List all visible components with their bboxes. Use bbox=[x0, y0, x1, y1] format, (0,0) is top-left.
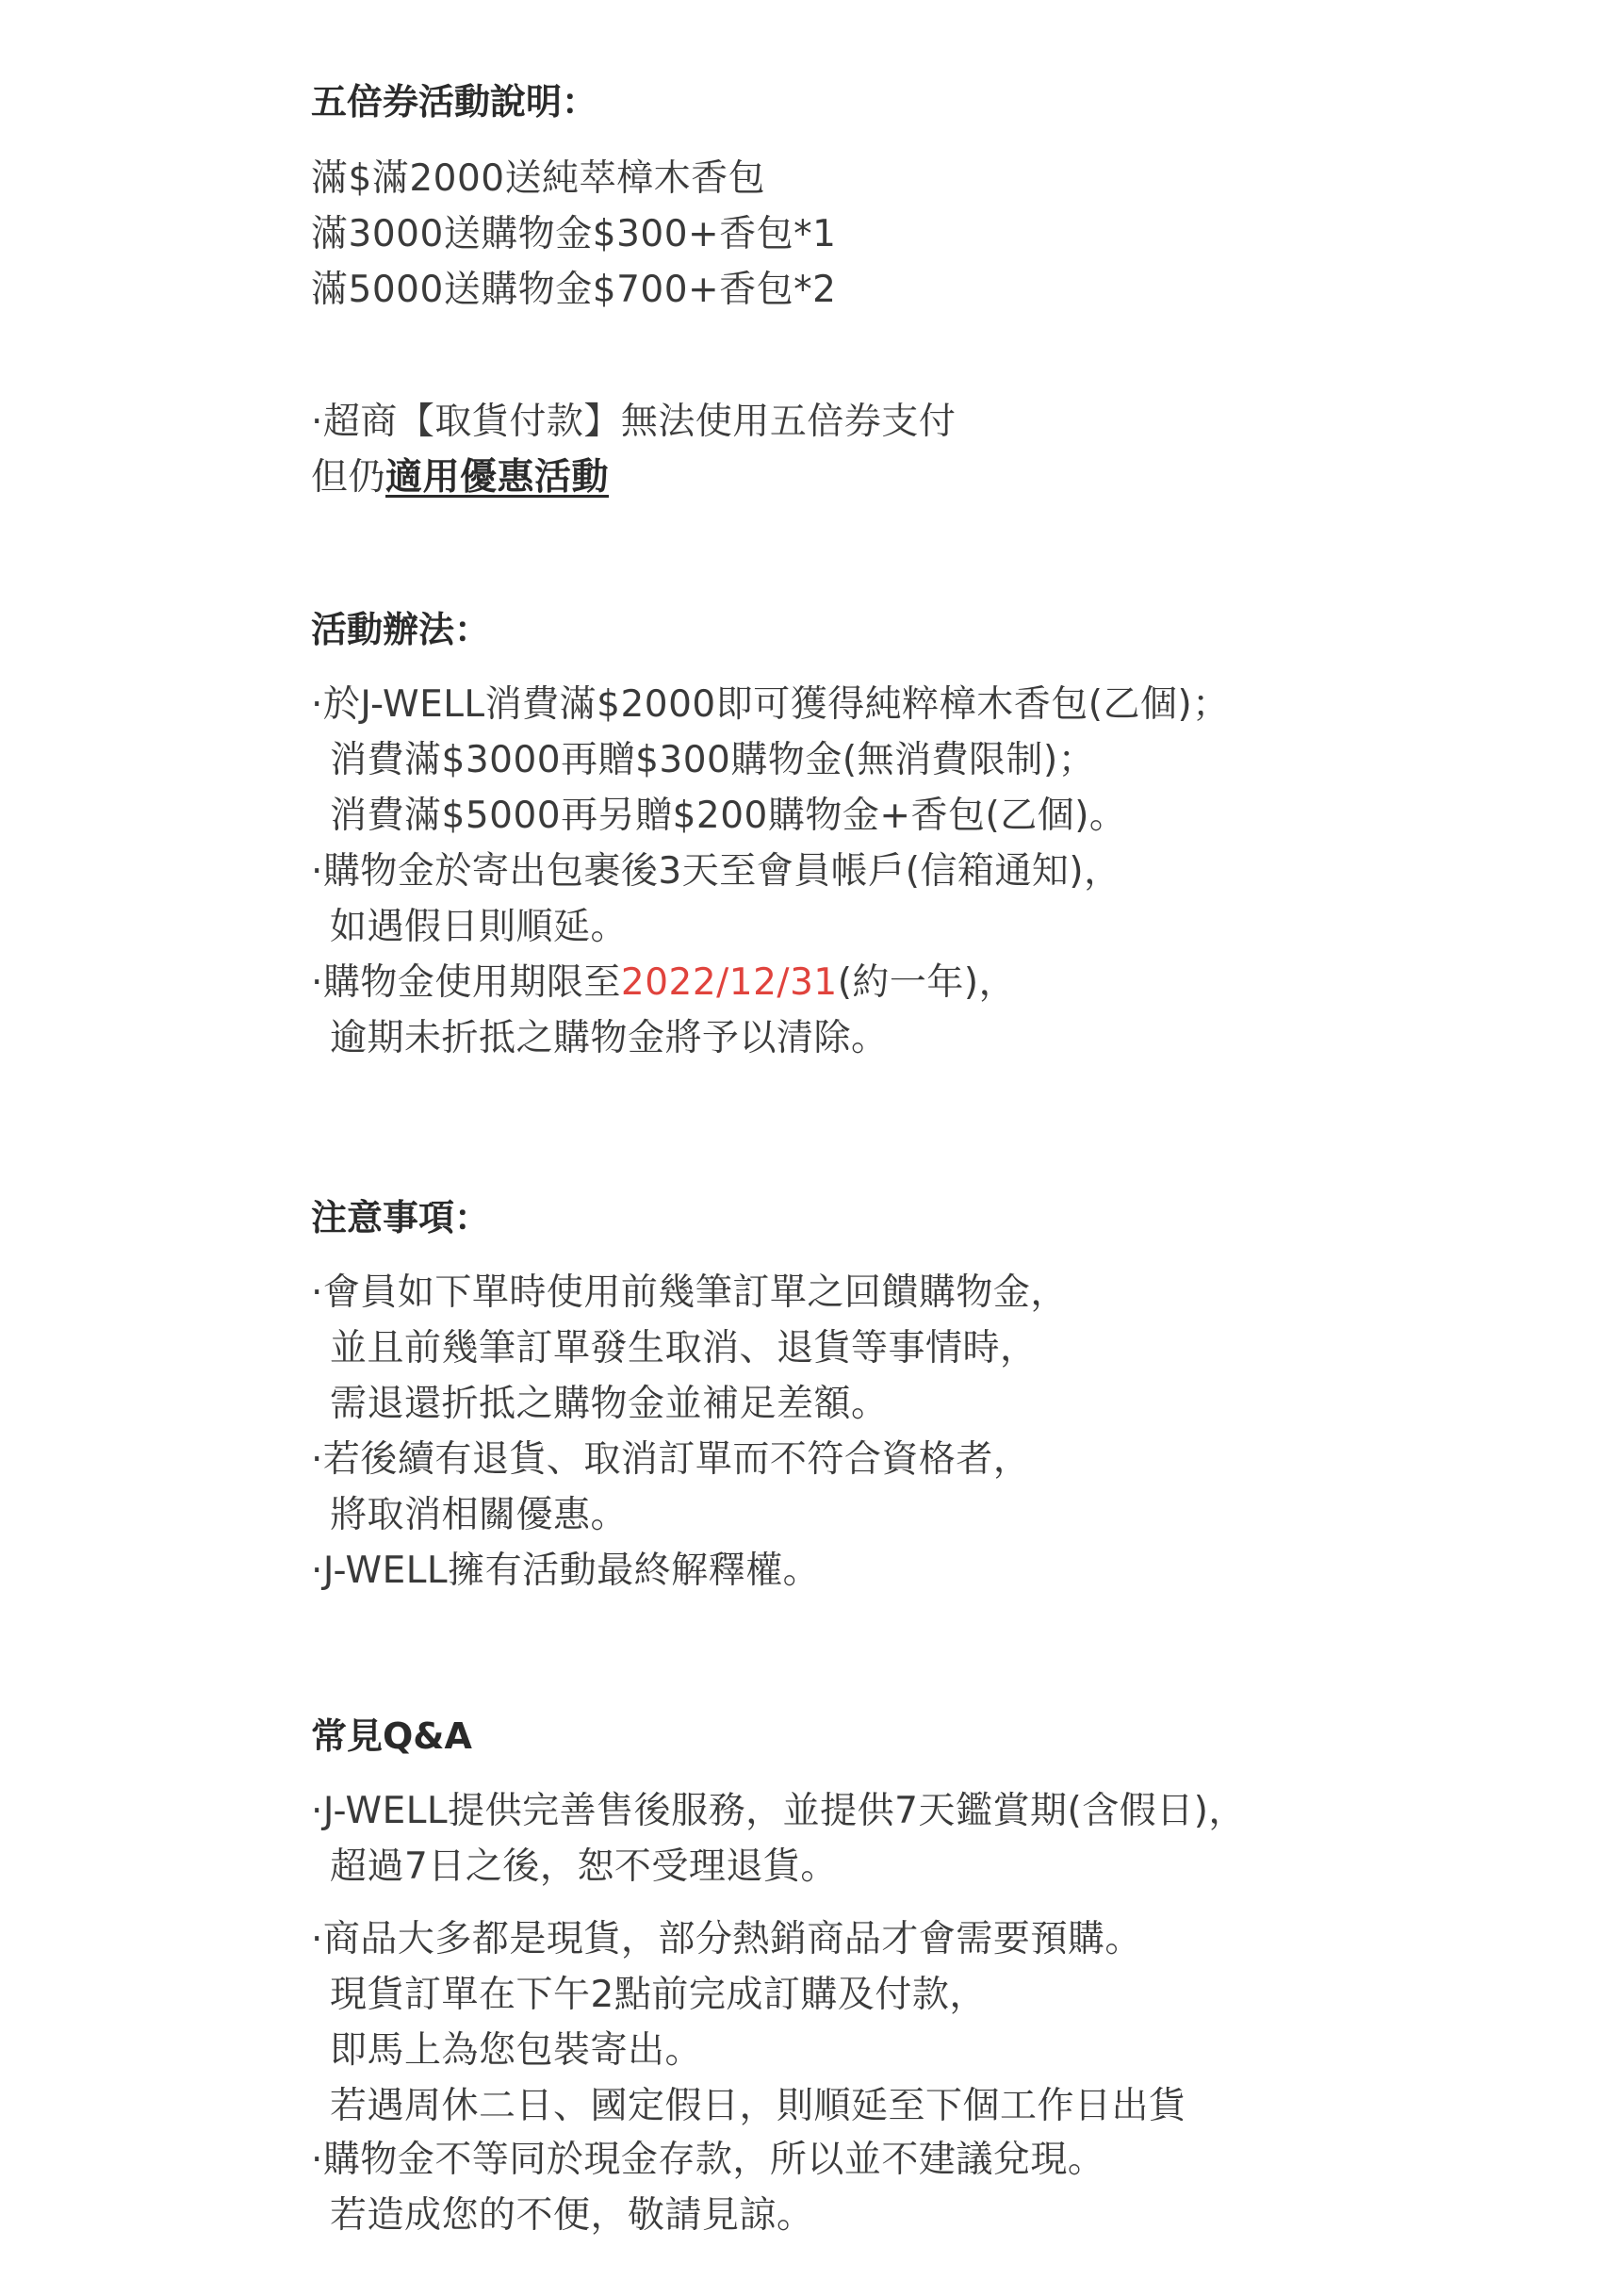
note-line: ·會員如下單時使用前幾筆訂單之回饋購物金， bbox=[311, 1271, 1068, 1314]
promo-link[interactable]: 適用優惠活動 bbox=[385, 456, 610, 499]
section-title-faq: 常見Q&A bbox=[311, 1715, 472, 1757]
voucher-note bbox=[311, 394, 956, 505]
note-line: ·若後續有退貨、取消訂單而不符合資格者， bbox=[311, 1438, 1031, 1481]
section-title-notes: 注意事項： bbox=[311, 1197, 491, 1238]
expiry-date: 2022/12/31 bbox=[620, 961, 838, 1004]
faq-line: ·J-WELL提供完善售後服務，並提供7天鑑賞期(含假日)， bbox=[311, 1790, 1246, 1832]
expiry-suffix: (約一年)， bbox=[837, 961, 1017, 1004]
rule-line: ·於J-WELL消費滿$2000即可獲得純粹樟木香包(乙個)； bbox=[311, 683, 1230, 726]
rule-line: 如遇假日則順延。 bbox=[330, 906, 629, 948]
event-rules bbox=[311, 677, 1230, 1066]
section-title-event-rules: 活動辦法： bbox=[311, 609, 491, 650]
note-line: 並且前幾筆訂單發生取消、退貨等事情時， bbox=[330, 1327, 1038, 1369]
rule-line: 消費滿$5000再另贈$200購物金+香包(乙個)。 bbox=[330, 795, 1127, 837]
faq-line: 若造成您的不便，敬請見諒。 bbox=[330, 2194, 814, 2237]
note-line bbox=[311, 450, 956, 505]
note-line: 將取消相關優惠。 bbox=[330, 1494, 629, 1536]
faq-q2 bbox=[311, 1911, 1186, 2134]
note-line: ·超商【取貨付款】無法使用五倍券支付 bbox=[311, 401, 957, 443]
rule-line: 逾期未折抵之購物金將予以清除。 bbox=[330, 1017, 889, 1059]
section-title-five-voucher: 五倍券活動說明： bbox=[311, 81, 598, 123]
faq-line: 即馬上為您包裝寄出。 bbox=[330, 2029, 703, 2072]
note-line: ·J-WELL擁有活動最終解釋權。 bbox=[311, 1550, 821, 1592]
faq-line: 現貨訂單在下午2點前完成訂購及付款， bbox=[330, 1974, 987, 2016]
expiry-prefix: ·購物金使用期限至 bbox=[311, 961, 621, 1004]
voucher-tiers bbox=[311, 151, 837, 318]
rule-line: ·購物金於寄出包裹後3天至會員帳戶(信箱通知)， bbox=[311, 850, 1121, 893]
faq-line: ·購物金不等同於現金存款，所以並不建議兌現。 bbox=[311, 2139, 1105, 2181]
faq-line: 若遇周休二日、國定假日，則順延至下個工作日出貨 bbox=[330, 2085, 1186, 2127]
faq-q1 bbox=[311, 1783, 1246, 1894]
rule-line bbox=[311, 955, 1230, 1010]
note-line: 需退還折抵之購物金並補足差額。 bbox=[330, 1383, 889, 1425]
notes bbox=[311, 1265, 1068, 1599]
rule-line: 消費滿$3000再贈$300購物金(無消費限制)； bbox=[330, 739, 1096, 781]
tier-line: 滿$滿2000送純萃樟木香包 bbox=[311, 157, 766, 200]
note-prefix: 但仍 bbox=[311, 456, 386, 499]
faq-line: ·商品大多都是現貨，部分熱銷商品才會需要預購。 bbox=[311, 1918, 1142, 1960]
faq-q3 bbox=[311, 2132, 1104, 2243]
faq-line: 超過7日之後，恕不受理退貨。 bbox=[330, 1845, 838, 1888]
tier-line: 滿5000送購物金$700+香包*2 bbox=[311, 269, 837, 311]
tier-line: 滿3000送購物金$300+香包*1 bbox=[311, 213, 837, 255]
